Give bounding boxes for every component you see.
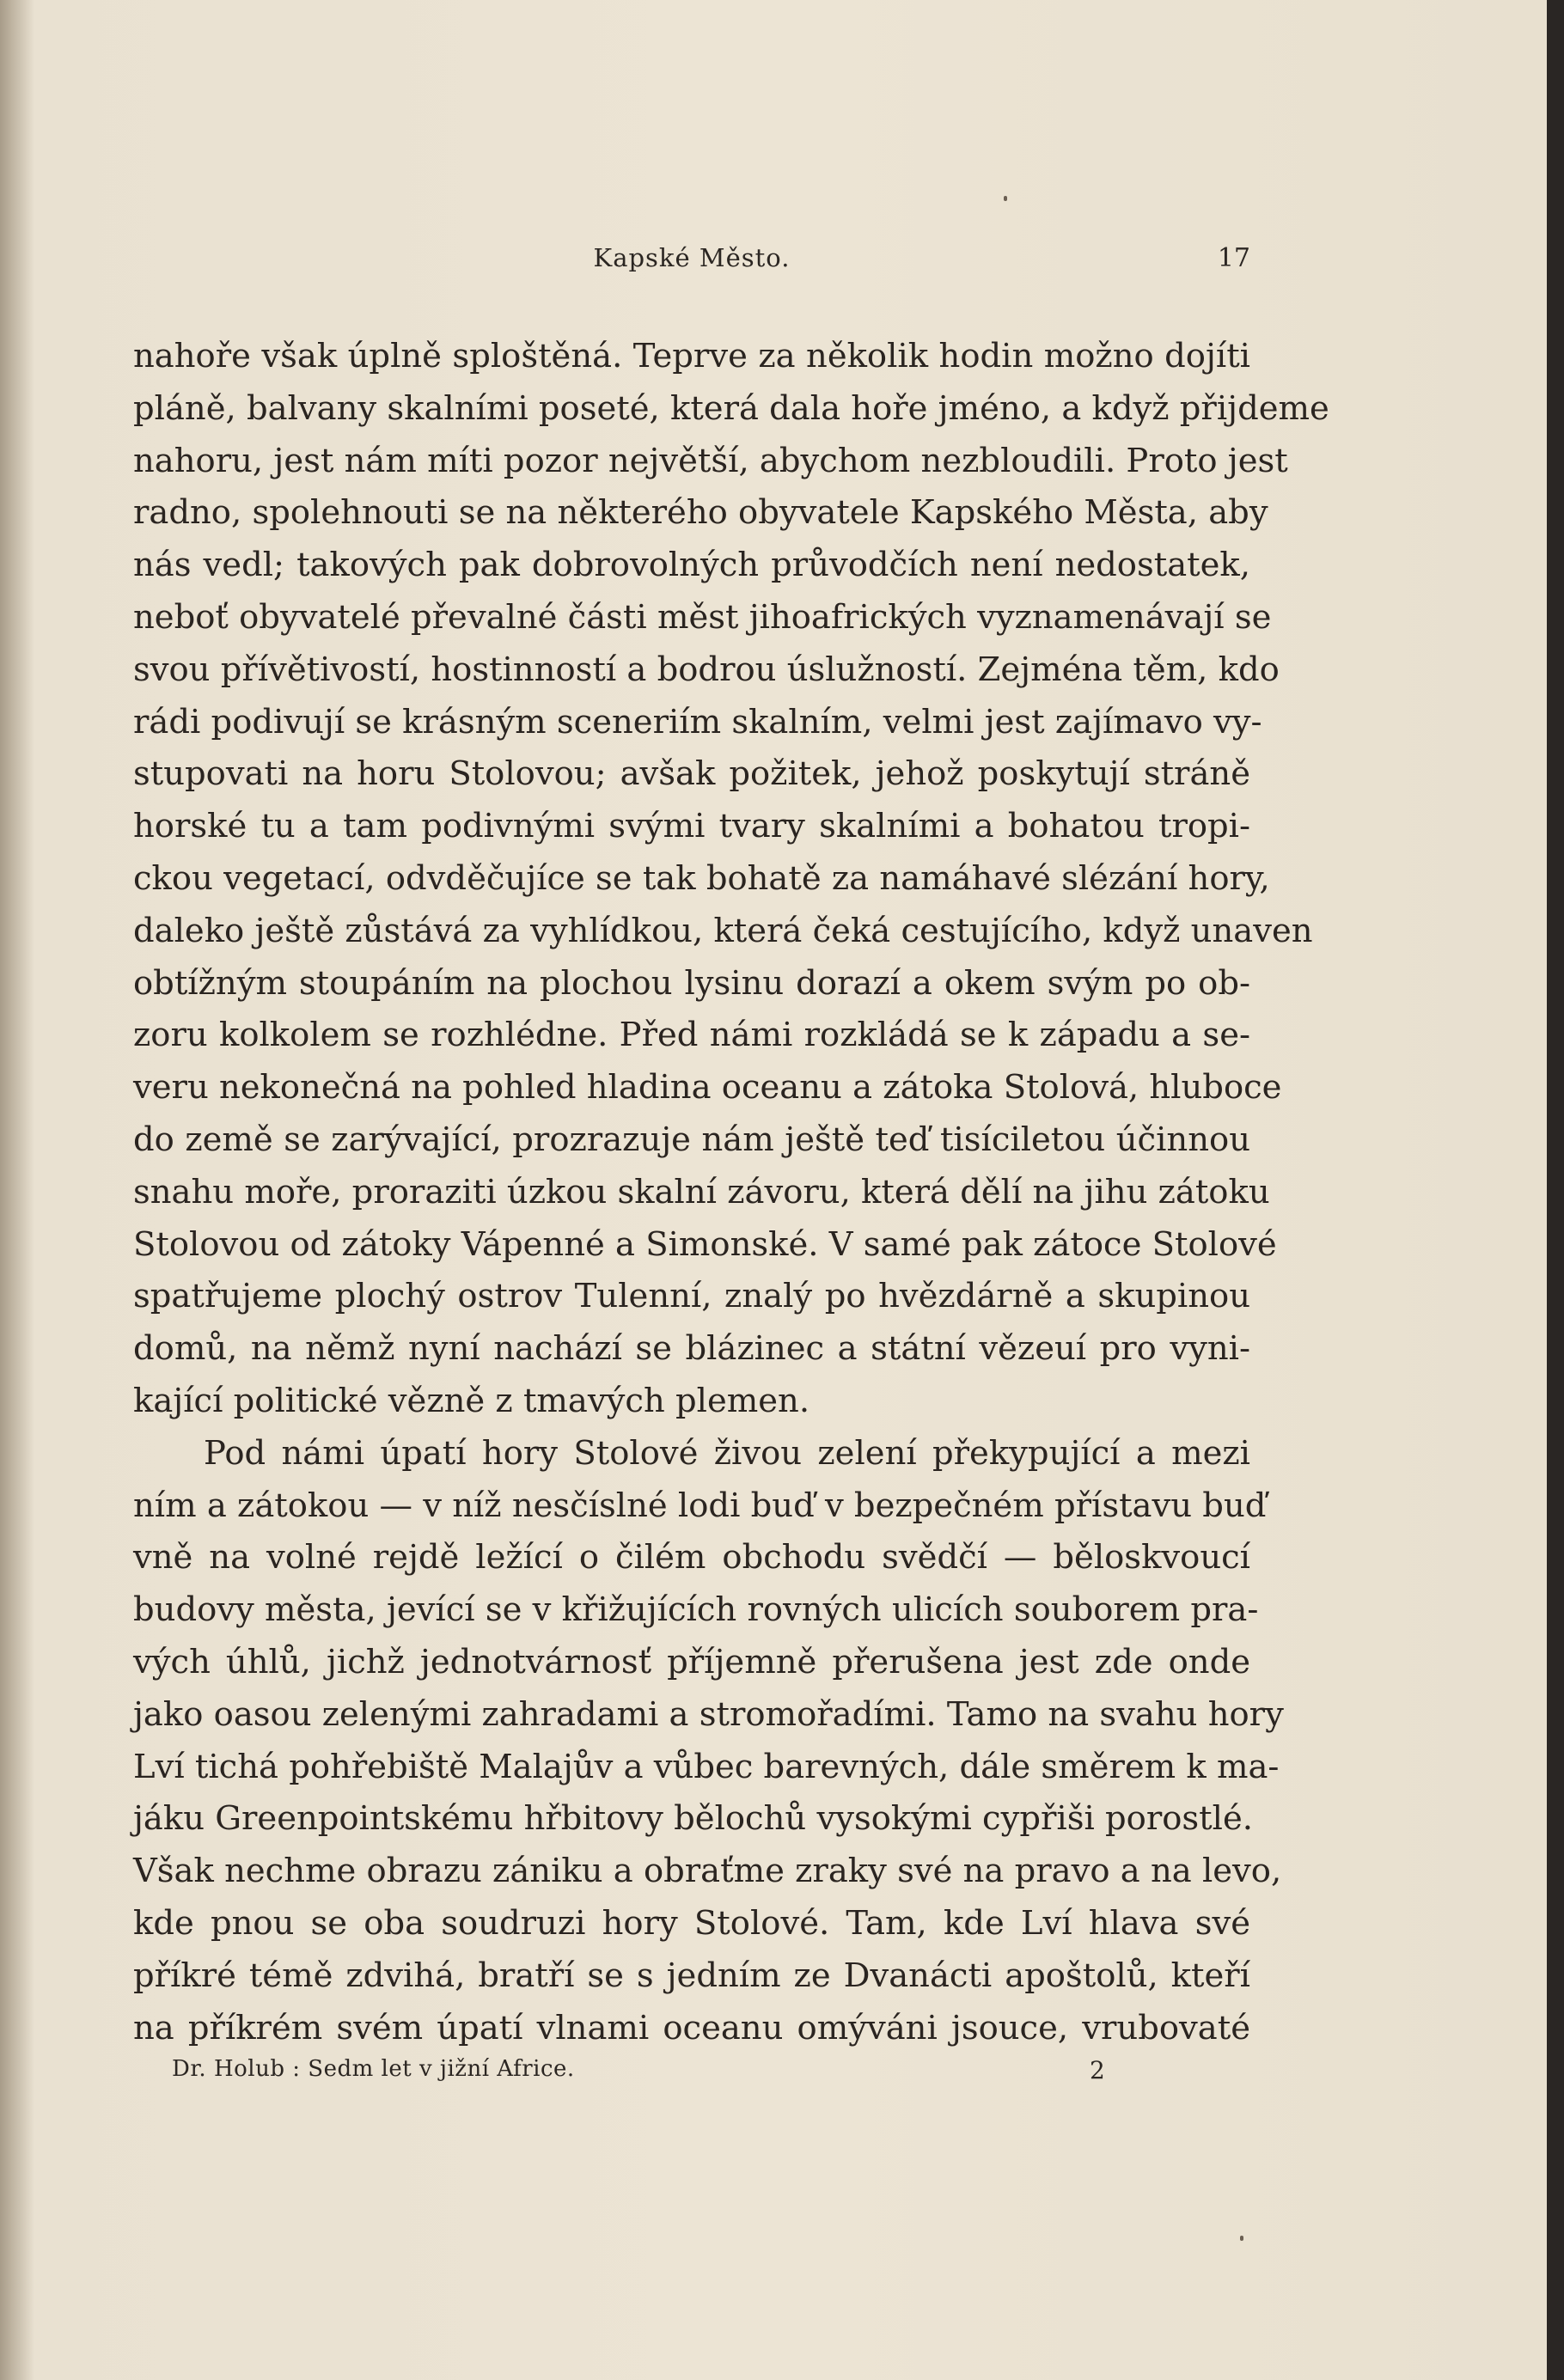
text-line: kající politické vězně z tmavých plemen.: [133, 1381, 810, 1420]
text-line: kde pnou se oba soudruzi hory Stolové. Tam, kde Lví hlava své: [133, 1903, 1250, 1943]
text-line: obtížným stoupáním na plochou lysinu dorazí a okem svým po ob-: [133, 963, 1250, 1003]
body-text: [133, 331, 1329, 2054]
text-line: spatřujeme plochý ostrov Tulenní, znalý po hvězdárně a skupinou: [133, 1277, 1250, 1316]
text-line: radno, spolehnouti se na některého obyvatele Kapského Města, aby: [133, 493, 1268, 533]
text-line: daleko ještě zůstává za vyhlídkou, která čeká cestujícího, když unaven: [133, 911, 1313, 950]
page-header: [133, 243, 1250, 278]
text-line: příkré témě zdvihá, bratří se s jedním ze Dvanácti apoštolů, kteří: [133, 1956, 1250, 1995]
text-line: do země se zarývající, prozrazuje nám ještě teď tisíciletou účinnou: [133, 1120, 1250, 1159]
running-title: Kapské Město.: [593, 243, 791, 272]
text-line: nahoru, jest nám míti pozor největší, abychom nezbloudili. Proto jest: [133, 441, 1288, 480]
signature-mark: 2: [1090, 2056, 1105, 2084]
text-line: svou přívětivostí, hostinností a bodrou úslužností. Zejména těm, kdo: [133, 650, 1280, 689]
text-line: vých úhlů, jichž jednotvárnosť příjemně přerušena jest zde onde: [133, 1642, 1250, 1681]
text-line: neboť obyvatelé převalné části měst jihoafrických vyznamenávají se: [133, 597, 1272, 637]
text-line: horské tu a tam podivnými svými tvary skalními a bohatou tropi-: [133, 807, 1250, 846]
text-line: Lví tichá pohřebiště Malajův a vůbec barevných, dále směrem k ma-: [133, 1747, 1280, 1786]
print-speck: [1004, 196, 1007, 201]
text-line: rádi podivují se krásným sceneriím skalním, velmi jest zajímavo vy-: [133, 702, 1262, 741]
text-line: Stolovou od zátoky Vápenné a Simonské. V samé pak zátoce Stolové: [133, 1224, 1277, 1264]
text-line: ckou vegetací, odvděčujíce se tak bohatě za namáhavé slézání hory,: [133, 858, 1270, 898]
text-line: nahoře však úplně sploštěná. Teprve za několik hodin možno dojíti: [133, 337, 1250, 375]
text-line: veru nekonečná na pohled hladina oceanu a zátoka Stolová, hluboce: [133, 1068, 1282, 1108]
text-line: domů, na němž nyní nachází se blázinec a státní vězeuí pro vyni-: [133, 1329, 1250, 1369]
text-line: pláně, balvany skalními poseté, která dala hoře jméno, a když přijdeme: [133, 388, 1329, 428]
text-line: Však nechme obrazu zániku a obraťme zraky své na pravo a na levo,: [133, 1852, 1282, 1891]
text-line: ním a zátokou — v níž nesčíslné lodi buď v bezpečném přístavu buď: [133, 1486, 1267, 1525]
text-line: na příkrém svém úpatí vlnami oceanu omýváni jsouce, vrubovaté: [133, 2008, 1250, 2047]
text-line: snahu moře, proraziti úzkou skalní závoru, která dělí na jihu zátoku: [133, 1172, 1270, 1211]
text-line: Pod námi úpatí hory Stolové živou zelení překypující a mezi: [204, 1433, 1250, 1473]
page-number: 17: [1217, 243, 1250, 273]
text-line: jako oasou zelenými zahradami a stromořadími. Tamo na svahu hory: [133, 1694, 1284, 1734]
binding-shadow: [0, 0, 34, 2380]
text-line: jáku Greenpointskému hřbitovy bělochů vysokými cypřiši porostlé.: [133, 1799, 1253, 1839]
text-line: stupovati na horu Stolovou; avšak požitek, jehož poskytují stráně: [133, 754, 1250, 794]
text-line: zoru kolkolem se rozhlédne. Před námi rozkládá se k západu a se-: [133, 1016, 1250, 1055]
text-line: vně na volné rejdě ležící o čilém obchodu svědčí — běloskvoucí: [133, 1538, 1250, 1578]
text-line: nás vedl; takových pak dobrovolných průvodčích není nedostatek,: [133, 546, 1250, 585]
print-speck: [1240, 2236, 1243, 2241]
page-footer: [172, 2056, 1160, 2090]
text-line: budovy města, jevící se v křižujících rovných ulicích souborem pra-: [133, 1590, 1259, 1630]
footer-author-title: Dr. Holub : Sedm let v jižní Africe.: [172, 2056, 575, 2082]
